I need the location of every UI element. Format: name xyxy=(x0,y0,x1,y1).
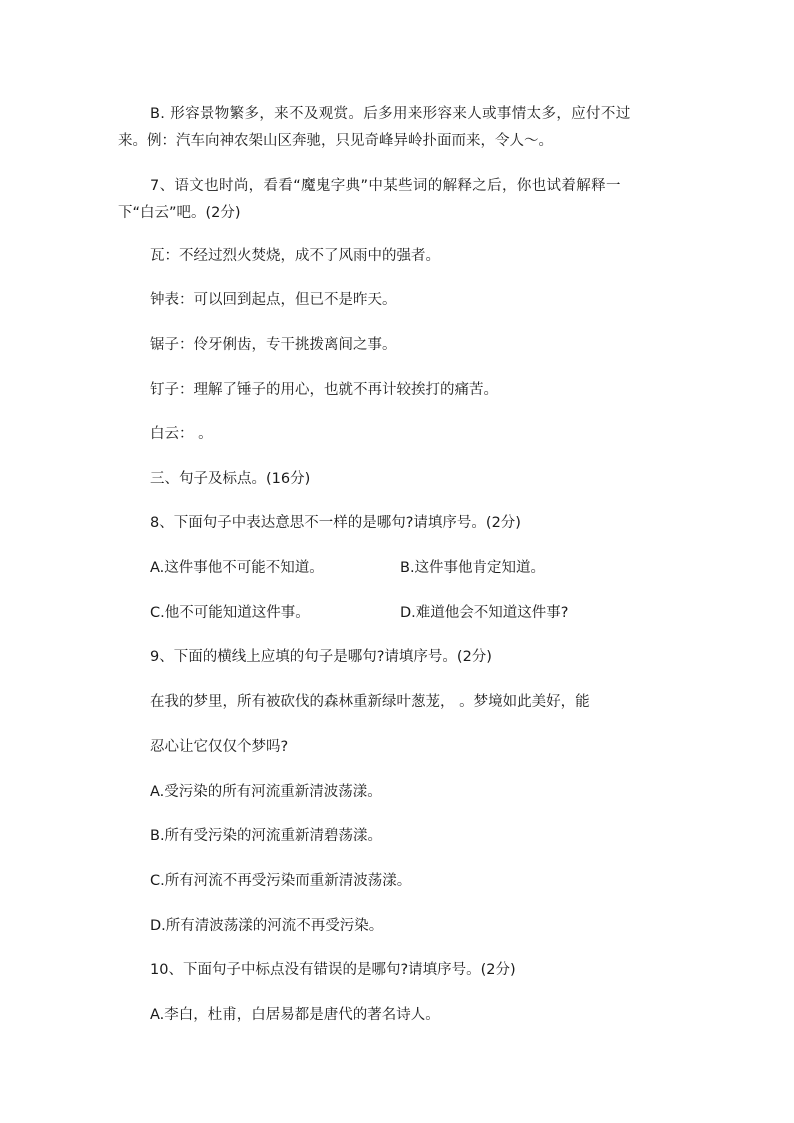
question-8: 8、下面句子中表达意思不一样的是哪句?请填序号。(2分) xyxy=(150,515,521,531)
definition-saw: 锯子：伶牙俐齿，专干挑拨离间之事。 xyxy=(150,337,397,353)
definition-cloud-blank: 白云： 。 xyxy=(150,426,213,442)
q8-option-a: A.这件事他不可能不知道。 xyxy=(150,560,324,576)
definition-nail: 钉子：理解了锤子的用心，也就不再计较挨打的痛苦。 xyxy=(150,382,498,398)
q9-option-b: B.所有受污染的河流重新清碧荡漾。 xyxy=(150,828,383,844)
q9-option-c: C.所有河流不再受污染而重新清波荡漾。 xyxy=(150,873,412,889)
q10-option-a: A.李白，杜甫，白居易都是唐代的著名诗人。 xyxy=(150,1007,440,1023)
item-b-definition-line1: B. 形容景物繁多，来不及观赏。后多用来形容来人或事情太多，应付不过 xyxy=(150,106,631,122)
question-10: 10、下面句子中标点没有错误的是哪句?请填序号。(2分) xyxy=(150,962,516,978)
section-3-heading: 三、句子及标点。(16分) xyxy=(150,471,311,487)
q9-passage-line1: 在我的梦里，所有被砍伐的森林重新绿叶葱茏， 。梦境如此美好，能 xyxy=(150,694,590,710)
definition-wa: 瓦：不经过烈火焚烧，成不了风雨中的强者。 xyxy=(150,248,440,264)
item-b-definition-line2: 来。例：汽车向神农架山区奔驰，只见奇峰异岭扑面而来，令人～。 xyxy=(118,133,553,149)
question-7-line2: 下“白云”吧。(2分) xyxy=(118,205,241,221)
question-7-line1: 7、语文也时尚，看看“魔鬼字典”中某些词的解释之后，你也试着解释一 xyxy=(150,178,621,194)
q9-option-d: D.所有清波荡漾的河流不再受污染。 xyxy=(150,918,384,934)
q9-option-a: A.受污染的所有河流重新清波荡漾。 xyxy=(150,784,382,800)
definition-clock: 钟表：可以回到起点，但已不是昨天。 xyxy=(150,292,397,308)
q8-option-b: B.这件事他肯定知道。 xyxy=(400,560,546,576)
q8-option-d: D.难道他会不知道这件事? xyxy=(400,605,569,621)
q9-passage-line2: 忍心让它仅仅个梦吗? xyxy=(150,739,289,755)
question-9: 9、下面的横线上应填的句子是哪句?请填序号。(2分) xyxy=(150,649,492,665)
q8-option-c: C.他不可能知道这件事。 xyxy=(150,605,310,621)
